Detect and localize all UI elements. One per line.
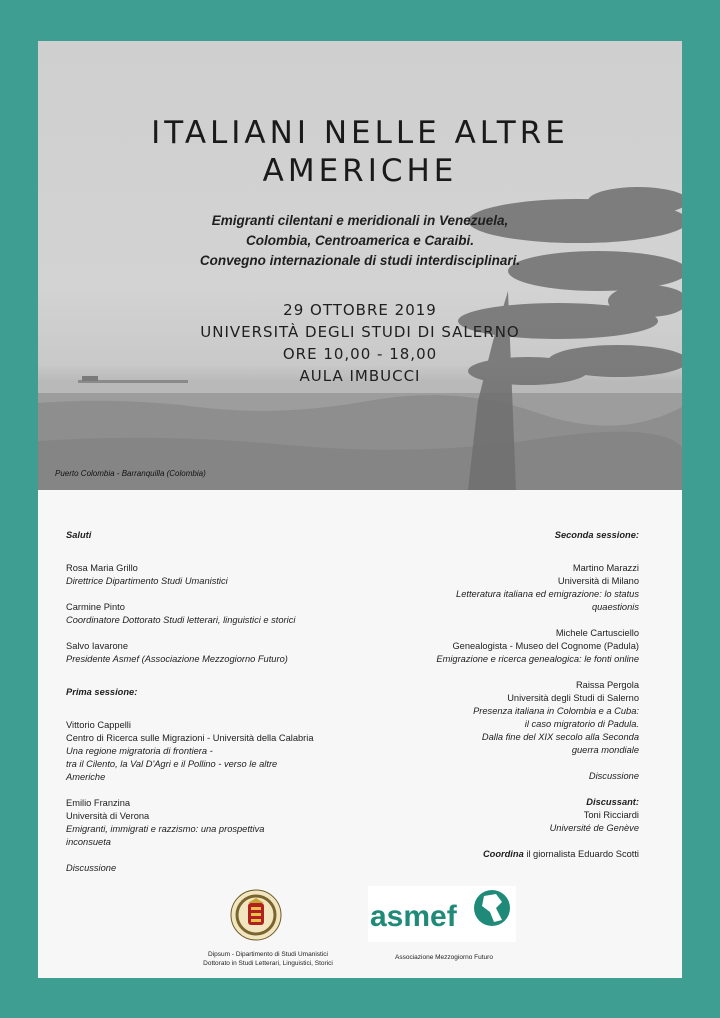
talk-title: quaestionis — [591, 602, 639, 612]
discussione-label: Discussione — [588, 771, 639, 781]
speaker-name: Vittorio Cappelli — [66, 720, 131, 730]
speaker-name: Toni Ricciardi — [583, 810, 639, 820]
talk-title: tra il Cilento, la Val D'Agri e il Pollino - verso le altre — [66, 759, 278, 769]
event-subtitle — [38, 211, 682, 271]
event-venue: UNIVERSITÀ DEGLI STUDI DI SALERNO — [200, 323, 520, 341]
speaker-role: Direttrice Dipartimento Studi Umanistici — [66, 576, 228, 586]
speaker-affiliation: Università degli Studi di Salerno — [507, 693, 639, 703]
speaker-name: Carmine Pinto — [66, 602, 125, 612]
talk-title: Presenza italiana in Colombia e a Cuba: — [473, 706, 639, 716]
asmef-wordmark: asmef — [370, 900, 457, 933]
speaker-affiliation: Centro di Ricerca sulle Migrazioni - Università della Calabria — [66, 733, 314, 743]
talk-title: inconsueta — [66, 837, 111, 847]
speaker-name: Michele Cartusciello — [555, 628, 639, 638]
asmef-caption: Associazione Mezzogiorno Futuro — [395, 954, 493, 961]
speaker-name: Emilio Franzina — [66, 798, 131, 808]
talk-title: Letteratura italiana ed emigrazione: lo status — [456, 589, 639, 599]
event-hours: ORE 10,00 - 18,00 — [282, 345, 438, 363]
title-line-2: AMERICHE — [262, 153, 458, 189]
speaker-name: Salvo Iavarone — [66, 641, 129, 651]
speaker-name: Martino Marazzi — [572, 563, 639, 573]
saluti-heading: Saluti — [66, 530, 92, 540]
discussione-label: Discussione — [66, 863, 117, 873]
coordina-line — [339, 848, 639, 861]
program-left-column — [66, 529, 366, 875]
university-seal-logo — [230, 889, 282, 941]
event-details — [38, 299, 682, 387]
event-room: AULA IMBUCCI — [299, 367, 421, 385]
talk-title: guerra mondiale — [571, 745, 639, 755]
logos-footer — [38, 886, 682, 976]
speaker-name: Rosa Maria Grillo — [66, 563, 138, 573]
dipsum-line-2: Dottorato in Studi Letterari, Linguistici, Storici — [203, 960, 333, 967]
talk-title: Una regione migratoria di frontiera - — [66, 746, 213, 756]
talk-title: Emigranti, immigrati e razzismo: una prospettiva — [66, 824, 265, 834]
program-right-column — [339, 529, 639, 861]
hero-photo — [38, 41, 682, 490]
prima-sessione-heading: Prima sessione: — [66, 687, 138, 697]
photo-caption: Puerto Colombia - Barranquilla (Colombia) — [55, 469, 206, 478]
dipsum-caption — [188, 950, 348, 968]
speaker-affiliation: Università di Verona — [66, 811, 150, 821]
talk-title: Americhe — [66, 772, 106, 782]
speaker-affiliation: Università di Milano — [557, 576, 639, 586]
asmef-logo — [368, 886, 516, 942]
talk-title: Emigrazione e ricerca genealogica: le fonti online — [436, 654, 639, 664]
subtitle-line-2: Colombia, Centroamerica e Caraibi. — [245, 233, 475, 248]
title-line-1: ITALIANI NELLE ALTRE — [151, 115, 569, 151]
talk-title: Dalla fine del XIX secolo alla Seconda — [481, 732, 639, 742]
event-date: 29 OTTOBRE 2019 — [283, 301, 437, 319]
dipsum-line-1: Dipsum - Dipartimento di Studi Umanistici — [208, 951, 328, 958]
speaker-role: Coordinatore Dottorato Studi letterari, linguistici e storici — [66, 615, 296, 625]
speaker-affiliation: Genealogista - Museo del Cognome (Padula) — [452, 641, 639, 651]
coordina-label: Coordina — [482, 849, 524, 859]
speaker-affiliation: Université de Genève — [549, 823, 639, 833]
coordina-text: il giornalista Eduardo Scotti — [523, 849, 639, 859]
event-title — [38, 114, 682, 190]
subtitle-line-1: Emigranti cilentani e meridionali in Venezuela, — [211, 213, 509, 228]
seconda-sessione-heading: Seconda sessione: — [554, 530, 639, 540]
discussant-heading: Discussant: — [586, 797, 639, 807]
talk-title: il caso migratorio di Padula. — [524, 719, 639, 729]
speaker-name: Raissa Pergola — [575, 680, 639, 690]
poster — [38, 41, 682, 978]
speaker-role: Presidente Asmef (Associazione Mezzogiorno Futuro) — [66, 654, 288, 664]
subtitle-line-3: Convegno internazionale di studi interdisciplinari. — [199, 253, 521, 268]
